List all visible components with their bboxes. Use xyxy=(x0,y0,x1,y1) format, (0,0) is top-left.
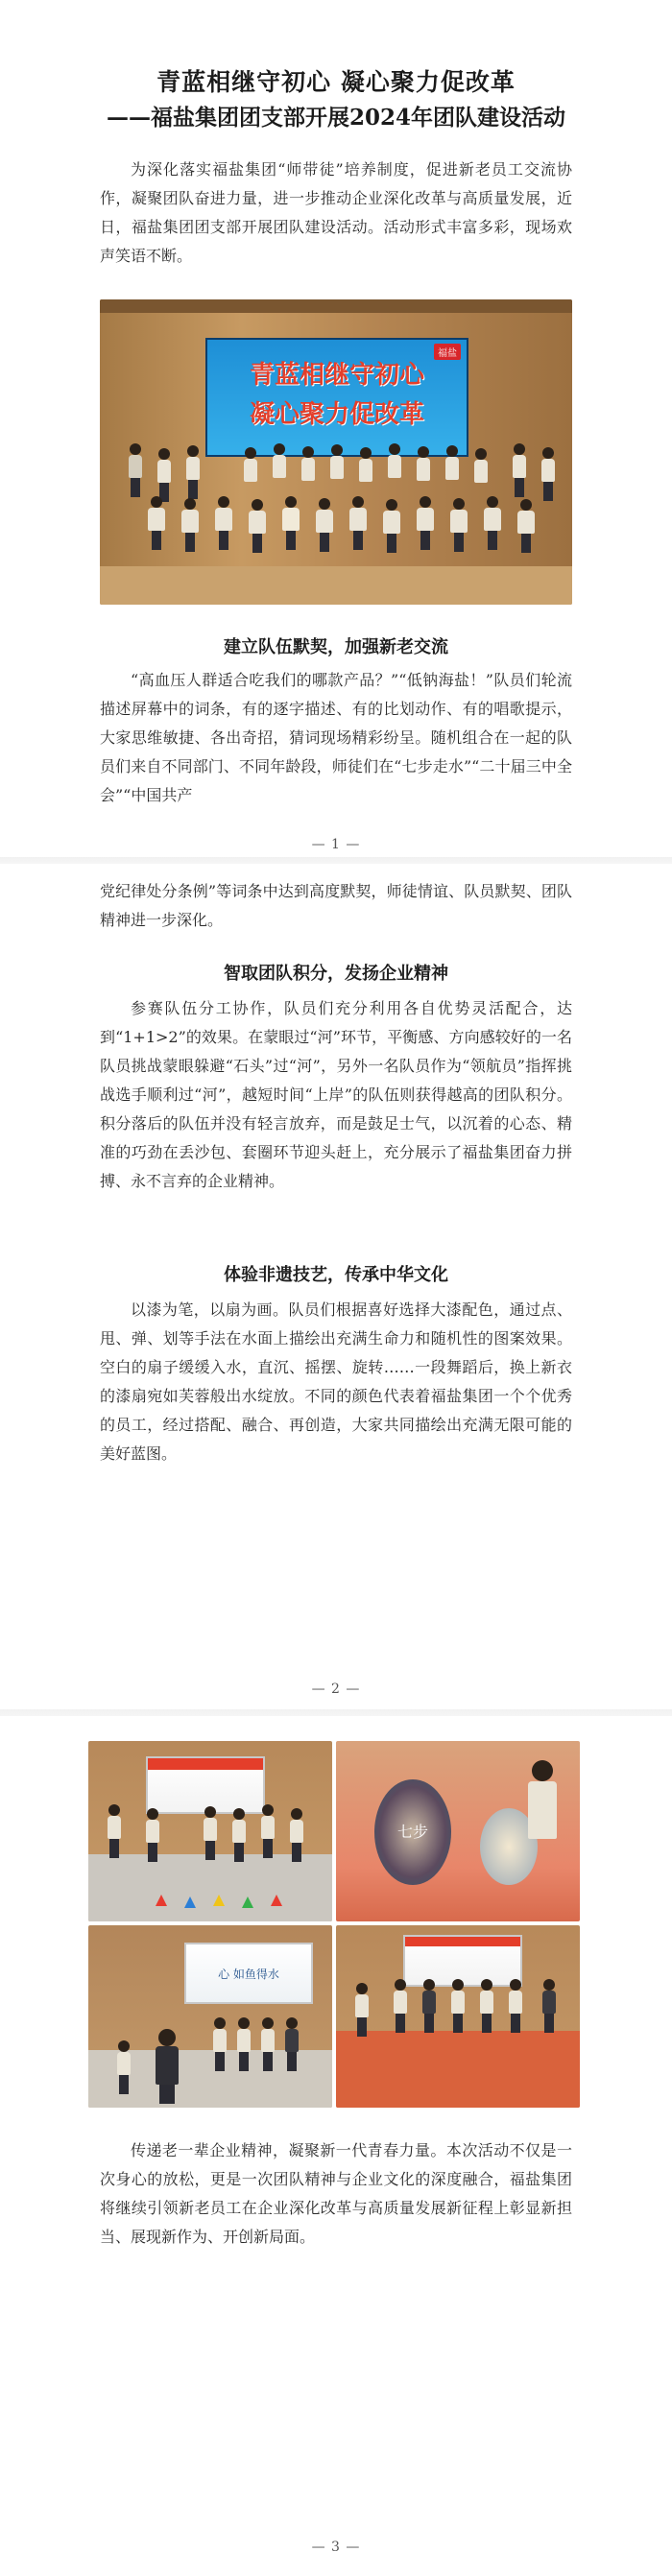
page-2 xyxy=(0,864,672,1716)
photo-lacquer-fan xyxy=(336,1741,580,1921)
page-3 xyxy=(0,1716,672,2576)
section-3-paragraph: 以漆为笔，以扇为画。队员们根据喜好选择大漆配色，通过点、甩、弹、划等手法在水面上描绘出充满生命力和随机性的图案效果。空白的扇子缓缓入水，直沉、摇摆、旋转……一段舞蹈后，换上新衣的漆扇宛如芙蓉般出水绽放。不同的颜色代表着福盐集团一个个优秀的员工，经过搭配、融合、再创造，大家共同描绘出充满无限可能的美好蓝图。 xyxy=(100,1300,572,1463)
page-number-2: — 2 — xyxy=(311,1682,361,1697)
group-photo xyxy=(100,299,572,605)
photo-word-game xyxy=(88,1925,332,2108)
banner-line-1: 青蓝相继守初心 xyxy=(249,361,424,390)
article-title: 青蓝相继守初心 凝心聚力促改革 xyxy=(156,68,516,96)
fan-calligraphy: 七步 xyxy=(396,1823,428,1841)
photo-blindfold-game xyxy=(88,1741,332,1921)
section-3-heading: 体验非遗技艺，传承中华文化 xyxy=(224,1265,448,1285)
page-1 xyxy=(0,0,672,864)
intro-paragraph: 为深化落实福盐集团“师带徒”培养制度，促进新老员工交流协作，凝聚团队奋进力量，进一步推动企业深化改革与高质量发展，近日，福盐集团团支部开展团队建设活动。活动形式丰富多彩，现场欢声笑语不断。 xyxy=(100,160,572,265)
screen-idiom: 心 如鱼得水 xyxy=(218,1968,279,1981)
article-subtitle: ——福盐集团团支部开展2024年团队建设活动 xyxy=(106,105,565,131)
page-number-1: — 1 — xyxy=(311,837,361,852)
section-2-heading: 智取团队积分，发扬企业精神 xyxy=(224,964,448,984)
company-logo: 福盐 xyxy=(434,344,461,360)
banner-screen xyxy=(205,338,468,457)
section-2-paragraph: 参赛队伍分工协作，队员们充分利用各自优势灵活配合，达到“1+1>2”的效果。在蒙眼过“河”环节，平衡感、方向感较好的一名队员挑战蒙眼躲避“石头”过“河”，另外一名队员作为“领航员”指挥挑战选手顺利过“河”，越短时间“上岸”的队伍则获得越高的团队积分。积分落后的队伍并没有轻言放弃，而是鼓足士气，以沉着的心态、精准的巧劲在丢沙包、套圈环节迎头赶上，充分展示了福盐集团奋力拼搏、永不言弃的企业精神。 xyxy=(100,999,572,1190)
section-1-paragraph-part-1: “高血压人群适合吃我们的哪款产品？”“低钠海盐！”队员们轮流描述屏幕中的词条，有的逐字描述、有的比划动作、有的唱歌提示，大家思维敏捷、各出奇招，猜词现场精彩纷呈。随机组合在一起的队员们来自不同部门、不同年龄段，师徒们在“七步走水”“二十届三中全会”“中国共产 xyxy=(100,671,572,804)
conclusion-paragraph: 传递老一辈企业精神，凝聚新一代青春力量。本次活动不仅是一次身心的放松，更是一次团队精神与企业文化的深度融合，福盐集团将继续引领新老员工在企业深化改革与高质量发展新征程上彰显新担当、展现新作为、开创新局面。 xyxy=(100,2141,572,2246)
section-1-heading: 建立队伍默契，加强新老交流 xyxy=(224,637,448,657)
section-1-paragraph-part-2: 党纪律处分条例”等词条中达到高度默契，师徒情谊、队员默契、团队精神进一步深化。 xyxy=(100,882,572,929)
banner-line-2: 凝心聚力促改革 xyxy=(249,400,424,429)
photo-stepping-game xyxy=(336,1925,580,2108)
page-number-3: — 3 — xyxy=(311,2540,361,2555)
